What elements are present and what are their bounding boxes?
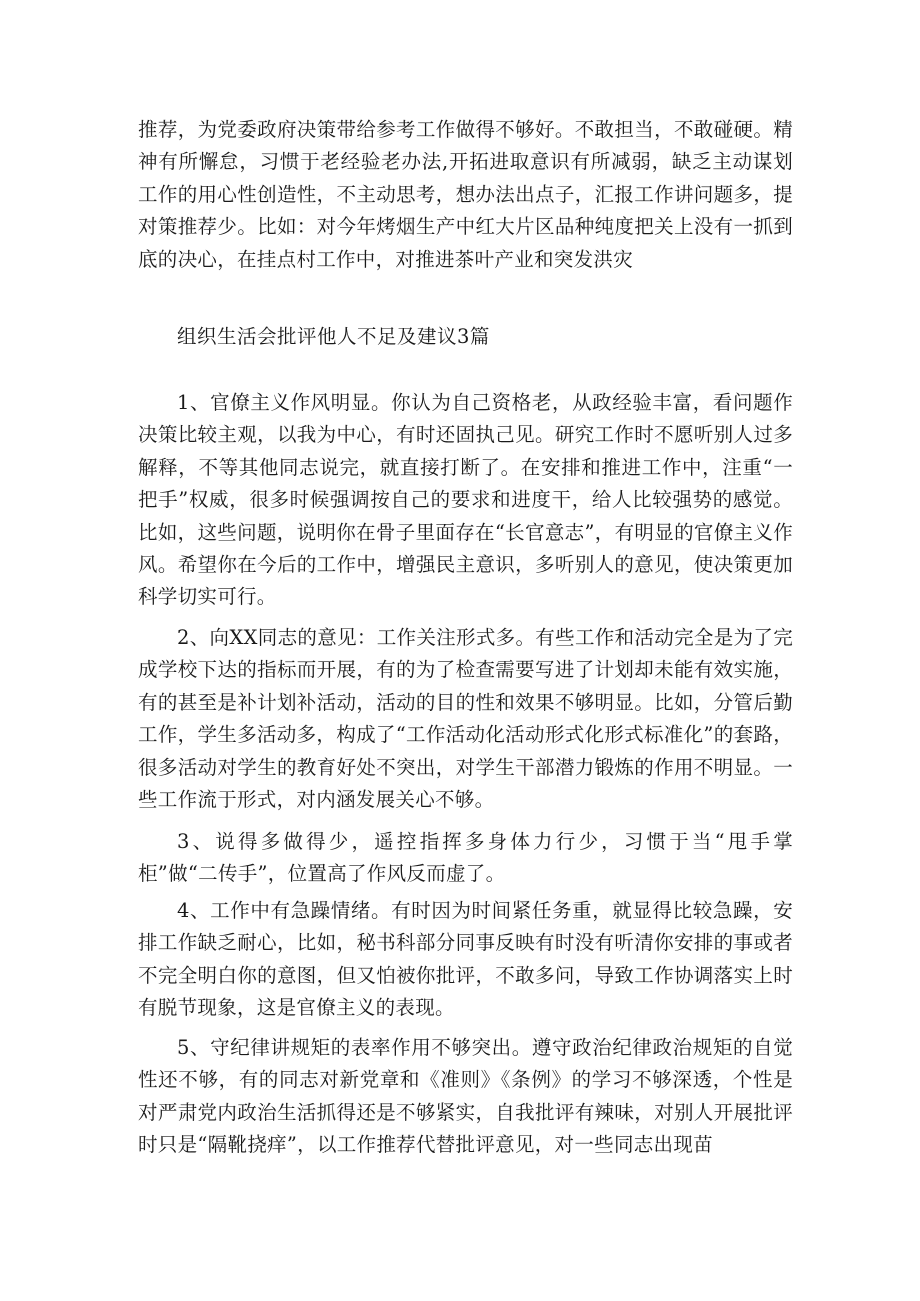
list-item-4: 4、工作中有急躁情绪。有时因为时间紧任务重，就显得比较急躁，安排工作缺乏耐心，比如，秘书科部分同事反映有时没有听清你安排的事或者不完全明白你的意图，但又怕被你批评，不敢多问，导致工作协调落实上时有脱节现象，这是官僚主义的表现。 [138,899,793,1020]
list-item-5: 5、守纪律讲规矩的表率作用不够突出。遵守政治纪律政治规矩的自觉性还不够，有的同志对新党章和《准则》《条例》的学习不够深透，个性是对严肃党内政治生活抓得还是不够紧实，自我批评有辣味，对别人开展批评时只是“隔靴挠痒”，以工作推荐代替批评意见，对一些同志出现苗 [138,1036,793,1157]
list-item-3: 3、说得多做得少，遥控指挥多身体力行少，习惯于当“甩手掌柜”做“二传手”，位置高了作风反而虚了。 [138,830,793,886]
list-item-1: 1、官僚主义作风明显。你认为自己资格老，从政经验丰富，看问题作决策比较主观，以我为中心，有时还固执己见。研究工作时不愿听别人过多解释，不等其他同志说完，就直接打断了。在安排和推进工作中，注重“一把手”权威，很多时候强调按自己的要求和进度干，给人比较强势的感觉。比如，这些问题，说明你在骨子里面存在“长官意志”，有明显的官僚主义作风。希望你在今后的工作中，增强民主意识，多听别人的意见，使决策更加科学切实可行。 [138,391,793,609]
section-title: 组织生活会批评他人不足及建议3篇 [177,325,490,348]
list-item-2: 2、向XX同志的意见：工作关注形式多。有些工作和活动完全是为了完成学校下达的指标而开展，有的为了检查需要写进了计划却未能有效实施，有的甚至是补计划补活动，活动的目的性和效果不够明显。比如，分管后勤工作，学生多活动多，构成了“工作活动化活动形式化形式标准化”的套路，很多活动对学生的教育好处不突出，对学生干部潜力锻炼的作用不明显。一些工作流于形式，对内涵发展关心不够。 [138,626,793,812]
intro-paragraph: 推荐，为党委政府决策带给参考工作做得不够好。不敢担当，不敢碰硬。精神有所懈怠，习惯于老经验老办法,开拓进取意识有所减弱，缺乏主动谋划工作的用心性创造性，不主动思考，想办法出点子，汇报工作讲问题多，提对策推荐少。比如：对今年烤烟生产中红大片区品种纯度把关上没有一抓到底的决心，在挂点村工作中，对推进茶叶产业和突发洪灾 [138,118,793,271]
